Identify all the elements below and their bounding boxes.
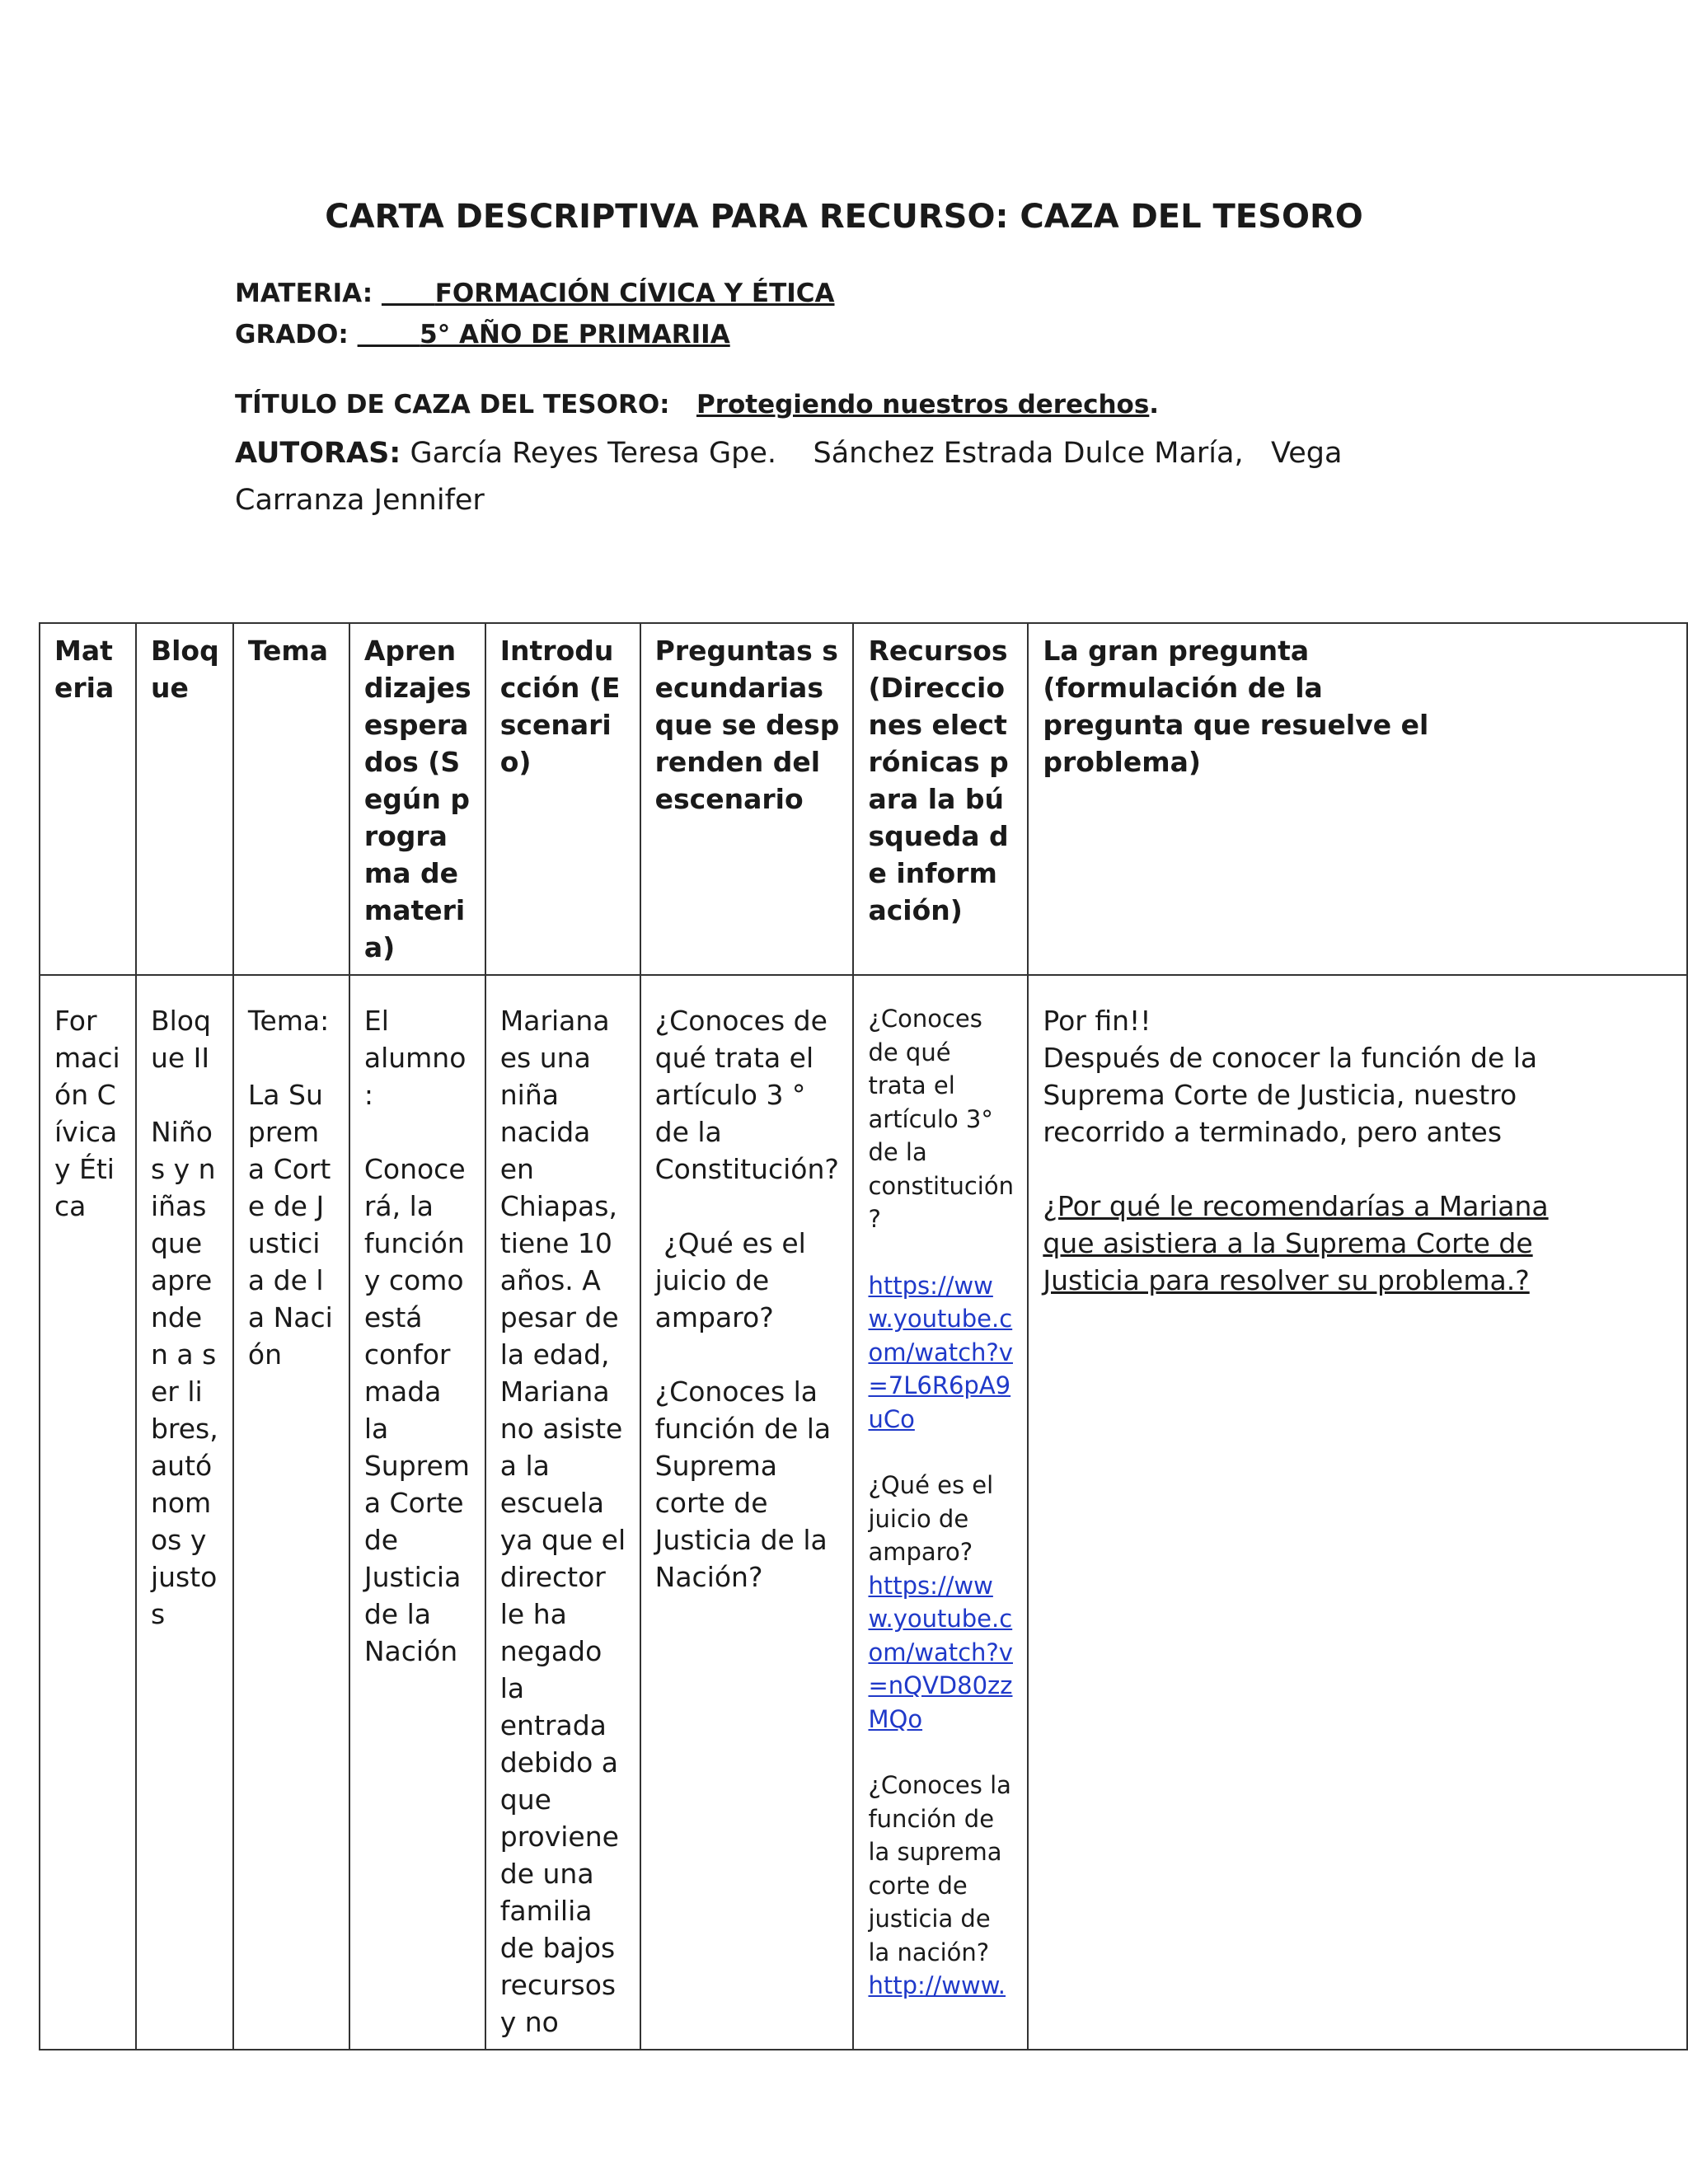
titulo-value: Protegiendo nuestros derechos [696, 390, 1150, 419]
titulo-end: . [1149, 390, 1160, 419]
cell-materia: Formación Cívica y Ética [40, 975, 136, 2050]
materia-value: FORMACIÓN CÍVICA Y ÉTICA [434, 279, 835, 308]
document-title: CARTA DESCRIPTIVA PARA RECURSO: CAZA DEL TESORO [325, 198, 1363, 236]
header-bloque: Bloque [136, 623, 233, 975]
recurso-q2: ¿Qué es el juicio de amparo? [868, 1471, 994, 1566]
pregunta-1: ¿Conoces de qué trata el artículo 3 ° de la Constitución? [654, 1005, 839, 1185]
autoras-names: García Reyes Teresa Gpe. Sánchez Estrada Dulce María, Vega Carranza Jennifer [235, 437, 1352, 517]
table-header-row [40, 623, 1687, 975]
recurso-q1: ¿Conoces de qué trata el artículo 3° de la constitución? [868, 1005, 1014, 1233]
cell-aprendizajes: El alumno: Conocerá, la función y como está conformada la Suprema Corte de Justicia de la Nación [349, 975, 485, 2050]
header-recursos: Recursos (Direcciones electrónicas para la búsqueda de información) [853, 623, 1028, 975]
header-materia: Materia [40, 623, 136, 975]
titulo-label: TÍTULO DE CAZA DEL TESORO: [235, 390, 670, 419]
header-preguntas: Preguntas secundarias que se desprenden del escenario [640, 623, 854, 975]
grado-line [235, 320, 730, 349]
gran-pregunta-question: ¿Por qué le recomendarías a Mariana que asistiera a la Suprema Corte de Justicia para resolver su problema.? [1043, 1190, 1549, 1296]
cell-preguntas [640, 975, 854, 2050]
header-aprendizajes: Aprendizajes esperados (Según programa de materia) [349, 623, 485, 975]
titulo-line [235, 390, 1159, 419]
cell-introduccion: Mariana es una niña nacida en Chiapas, tiene 10 años. A pesar de la edad, Mariana no asiste a la escuela ya que el director le ha negado la entrada debido a que proviene de una familia de bajos recursos y no [485, 975, 640, 2050]
recurso-link-1[interactable]: https://www.youtube.com/watch?v=7L6R6pA9uCo [868, 1271, 1013, 1433]
cell-bloque: Bloque II Niños y niñas que aprenden a ser libres, autónomos y justos [136, 975, 233, 2050]
cell-tema: Tema: La Suprema Corte de Justicia de la Nación [233, 975, 349, 2050]
autoras-label: AUTORAS: [235, 437, 401, 470]
header-tema: Tema [233, 623, 349, 975]
recurso-link-2[interactable]: https://www.youtube.com/watch?v=nQVD80zzMQo [868, 1571, 1013, 1733]
grado-label: GRADO: [235, 320, 349, 349]
pregunta-2: ¿Qué es el juicio de amparo? [654, 1227, 815, 1333]
recurso-link-3[interactable]: http://www. [868, 1971, 1006, 1999]
pregunta-3: ¿Conoces la función de la Suprema corte de Justicia de la Nación? [654, 1376, 832, 1593]
materia-label: MATERIA: [235, 279, 373, 308]
authors-line [235, 430, 1430, 524]
recurso-q3: ¿Conoces la función de la suprema corte de justicia de la nación? [868, 1771, 1011, 1966]
cell-recursos [853, 975, 1028, 2050]
grado-value: 5° AÑO DE PRIMARIIA [420, 320, 730, 349]
table-row [40, 975, 1687, 2050]
header-gran-pregunta: La gran pregunta (formulación de la pregunta que resuelve el problema) [1028, 623, 1687, 975]
materia-line [235, 279, 835, 308]
descriptive-table [39, 622, 1688, 2050]
header-introduccion: Introducción (Escenario) [485, 623, 640, 975]
cell-gran-pregunta: Por fin!! Después de conocer la función de la Suprema Corte de Justicia, nuestro recorrido a terminado, pero antes ¿Por qué le recomendarías a Mariana que asistiera a la Suprema Corte de Justicia para resolver su problema.? [1028, 975, 1687, 2050]
